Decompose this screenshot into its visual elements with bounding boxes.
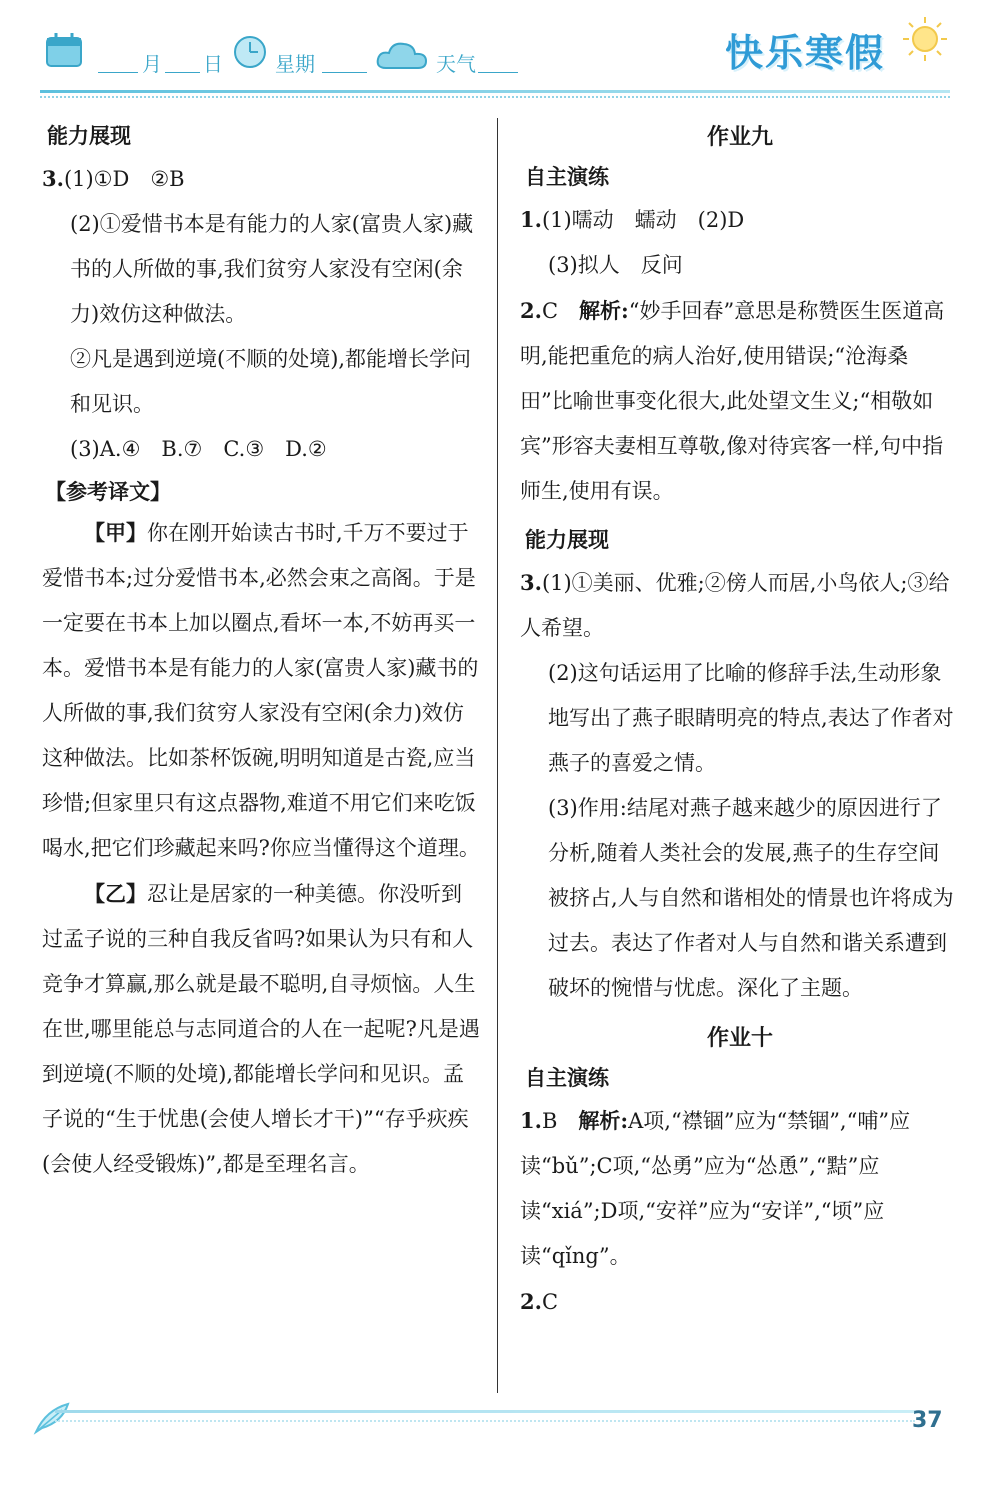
page-number: 37 [912, 1408, 943, 1433]
header-weekday: 星期 [275, 52, 315, 76]
answer-line: ②凡是遇到逆境(不顺的处境),都能增长学问和见识。 [70, 347, 472, 416]
calendar-icon [44, 30, 84, 70]
sun-icon [900, 14, 950, 64]
footer-rule [55, 1410, 915, 1413]
page-header [0, 0, 1000, 100]
answer-line: 3.(1)①美丽、优雅;②傍人而居,小鸟依人;③给人希望。 [520, 570, 950, 640]
translation-jia: 【甲】你在刚开始读古书时,千万不要过于爱惜书本;过分爱惜书本,必然会束之高阁。于是一定要在书本上加以圈点,看坏一本,不妨再买一本。爱惜书本是有能力的人家(富贵人家)藏书的人所做的事,我们贫穷人家没有空闲(余力)效仿这种做法。比如茶杯饭碗,明明知道是古瓷,应当珍惜;但家里只有这点器物,难道不用它们来吃饭喝水,把它们珍藏起来吗?你应当懂得这个道理。 [42, 520, 480, 860]
answer-line: 3.(1)①D ②B [42, 166, 185, 191]
cloud-icon [374, 38, 430, 72]
section-title: 能力展现 [525, 528, 609, 552]
brand-title: 快乐寒假 [725, 31, 886, 75]
answer-line: (2)这句话运用了比喻的修辞手法,生动形象地写出了燕子眼睛明亮的特点,表达了作者对燕子的喜爱之情。 [548, 661, 954, 775]
answer-line: (2)①爱惜书本是有能力的人家(富贵人家)藏书的人所做的事,我们贫穷人家没有空闲(余力)效仿这种做法。 [70, 212, 474, 326]
section-title: 自主演练 [525, 165, 609, 189]
column-divider [497, 118, 498, 1393]
header-month: 月 [142, 52, 162, 76]
footer-dots [55, 1420, 915, 1424]
header-day: 日 [203, 52, 223, 76]
answer-line: (3)A.④ B.⑦ C.③ D.② [70, 437, 327, 461]
translation-yi: 【乙】忍让是居家的一种美德。你没听到过孟子说的三种自我反省吗?如果认为只有和人竞争才算赢,那么就是最不聪明,自寻烦恼。人生在世,哪里能总与志同道合的人在一起呢?凡是遇到逆境(不顺的处境),都能增长学问和见识。孟子说的“生于忧患(会使人增长才干)”“存乎疢疾(会使人经受锻炼)”,都是至理名言。 [42, 881, 480, 1176]
homework-title: 作业十 [706, 1026, 773, 1051]
header-weather: 天气 [436, 52, 476, 76]
right-column [520, 110, 960, 1325]
section-title: 自主演练 [525, 1066, 609, 1090]
clock-icon [232, 34, 268, 70]
answer-line: 2.C 解析:“妙手回春”意思是称赞医生医道高明,能把重危的病人治好,使用错误;“沧海桑田”比喻世事变化很大,此处望文生义;“相敬如宾”形容夫妻相互尊敬,像对待宾客一样,句中指师生,使用有误。 [520, 298, 945, 503]
answer-line: 1.(1)嚅动 蠕动 (2)D [520, 207, 745, 232]
answer-line: (3)拟人 反问 [548, 253, 683, 277]
answer-line: 1.B 解析:A项,“襟锢”应为“禁锢”,“哺”应读“bǔ”;C项,“怂勇”应为“怂恿”,“黠”应读“xiá”;D项,“安祥”应为“安详”,“顷”应读“qǐng”。 [520, 1108, 911, 1268]
answer-line: 2.C [520, 1289, 559, 1314]
reference-title: 【参考译文】 [45, 480, 171, 504]
left-column [42, 110, 482, 1187]
answer-line: (3)作用:结尾对燕子越来越少的原因进行了分析,随着人类社会的发展,燕子的生存空间被挤占,人与自然和谐相处的情景也许将成为过去。表达了作者对人与自然和谐关系遭到破坏的惋惜与忧虑。深化了主题。 [548, 796, 954, 1000]
feather-icon [32, 1400, 72, 1436]
section-title: 能力展现 [47, 124, 131, 148]
homework-title: 作业九 [706, 125, 773, 150]
